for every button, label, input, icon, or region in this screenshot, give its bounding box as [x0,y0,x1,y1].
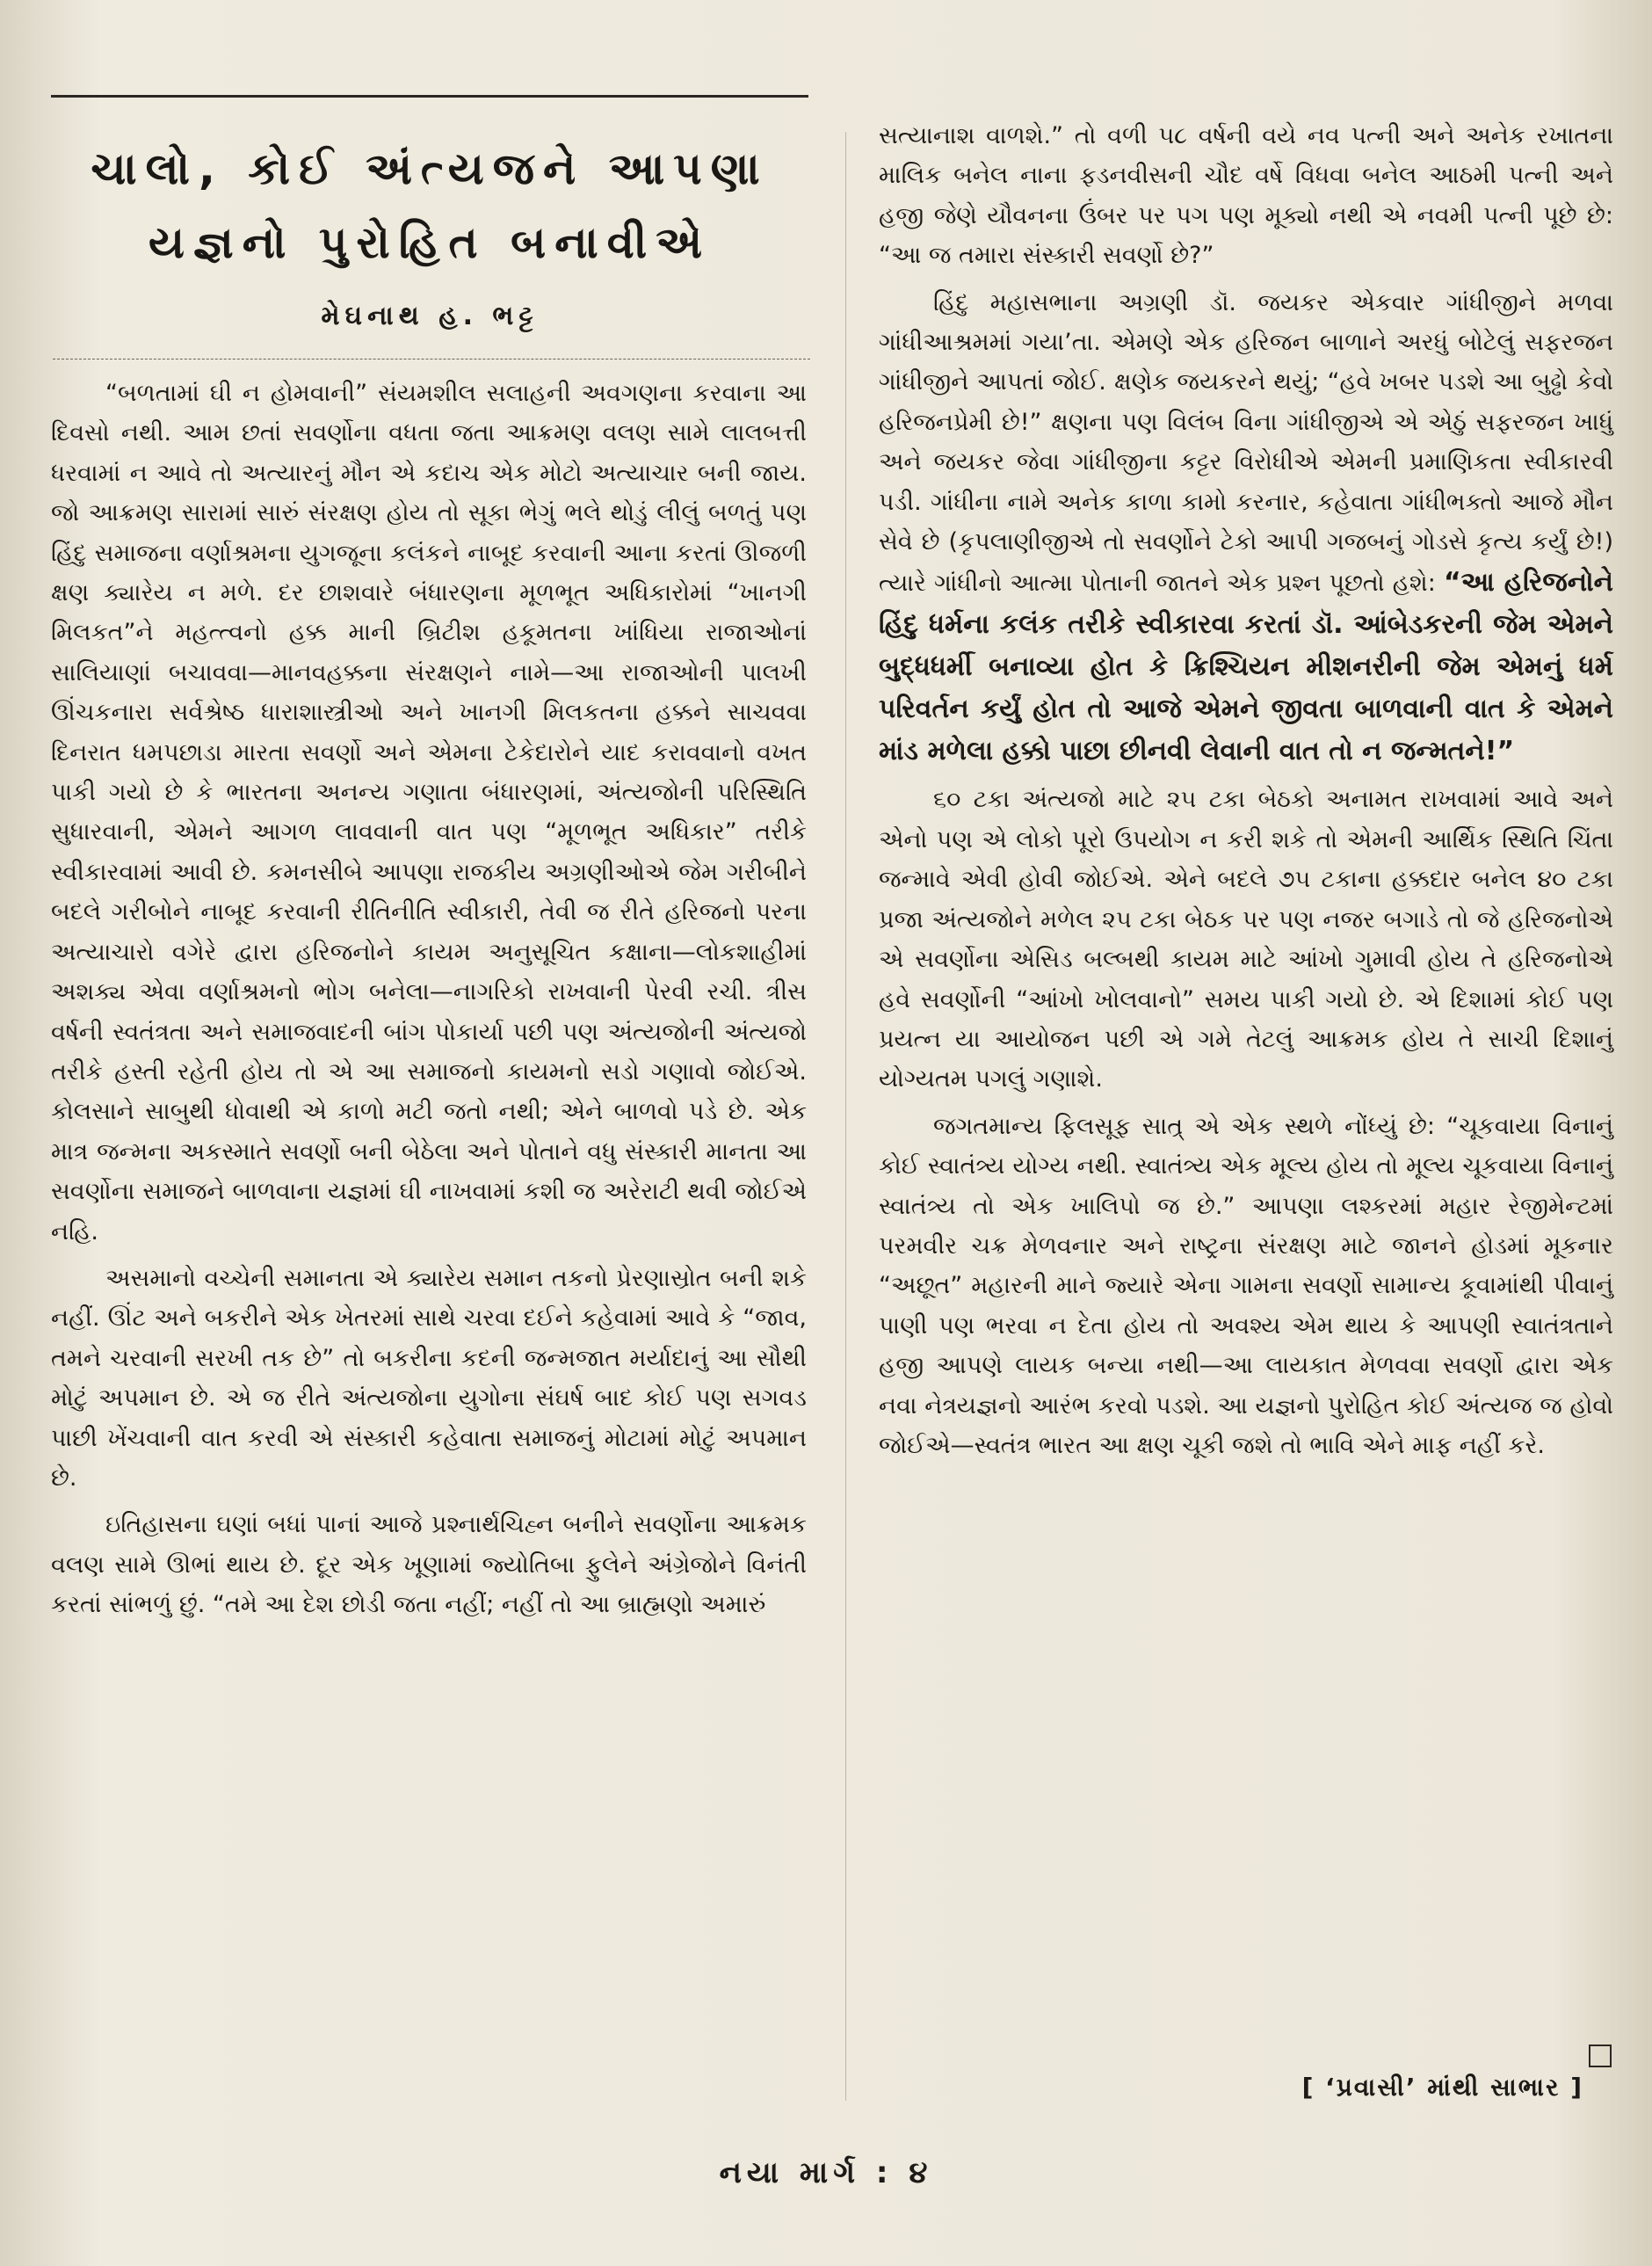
right-paragraph-1: સત્યાનાશ વાળશે.” તો વળી ૫૮ વર્ષની વયે નવ પત્ની અને અનેક રખાતના માલિક બનેલ નાના ફડનવીસની ચૌદ વર્ષે વિધવા બનેલ આઠમી પત્ની અને હજી જેણે યૌવનના ઉંબર પર પગ પણ મૂક્યો નથી એ નવમી પત્ની પૂછે છે: “આ જ તમારા સંસ્કારી સવર્ણો છે?” [879,122,1613,270]
author-byline: મેઘનાથ હ. ભટ્ટ [321,301,539,331]
byline-rule [53,359,810,360]
emphasized-quote: “આ હરિજનોને હિંદુ ધર્મના કલંક તરીકે સ્વીકારવા કરતાં ડૉ. આંબેડકરની જેમ એમને બુદ્ધધર્મી બનાવ્યા હોત કે ક્રિશ્ચિયન મીશનરીની જેમ એમનું ધર્મ પરિવર્તન કર્યું હોત તો આજે એમને જીવતા બાળવાની વાત કે એમને માંડ મળેલા હક્કો પાછા છીનવી લેવાની વાત તો ન જન્મતને!” [879,567,1613,767]
right-paragraph-4: જગતમાન્ય ફિલસૂફ સાત્ર્ એ એક સ્થળે નોંધ્યું છે: “ચૂકવાયા વિનાનું કોઈ સ્વાતંત્ર્ય યોગ્ય નથી. સ્વાતંત્ર્ય એક મૂલ્ય હોય તો મૂલ્ય ચૂકવાયા વિનાનું સ્વાતંત્ર્ય તો એક ખાલિપો જ છે.” આપણા લશ્કરમાં મહાર રેજીમેન્ટમાં પરમવીર ચક્ર મેળવનાર અને રાષ્ટ્રના સંરક્ષણ માટે જાનને હોડમાં મૂકનાર “અછૂત” મહારની માને જ્યારે એના ગામના સવર્ણો સામાન્ય કૂવામાંથી પીવાનું પાણી પણ ભરવા ન દેતા હોય તો અવશ્ય એમ થાય કે આપણી સ્વાતંત્રતાને હજી આપણે લાયક બન્યા નથી—આ લાયકાત મેળવવા સવર્ણો દ્વારા એક નવા નેત્રયજ્ઞનો આરંભ કરવો પડશે. આ યજ્ઞનો પુરોહિત કોઈ અંત્યજ જ હોવો જોઈએ—સ્વતંત્ર ભારત આ ક્ષણ ચૂકી જશે તો ભાવિ એને માફ નહીં કરે. [879,1112,1613,1459]
right-paragraph-3: ૬૦ ટકા અંત્યજો માટે ૨૫ ટકા બેઠકો અનામત રાખવામાં આવે અને એનો પણ એ લોકો પૂરો ઉપયોગ ન કરી શકે તો એમની આર્થિક સ્થિતિ ચિંતા જન્માવે એવી હોવી જોઈએ. એને બદલે ૭૫ ટકાના હક્કદાર બનેલ ૪૦ ટકા પ્રજા અંત્યજોને મળેલ ૨૫ ટકા બેઠક પર પણ નજર બગાડે તો જે હરિજનોએ એ સવર્ણોના એસિડ બલ્બથી કાયમ માટે આંખો ગુમાવી હોય તે હરિજનોએ હવે સવર્ણોની “આંખો ખોલવાનો” સમય પાકી ગયો છે. એ દિશામાં કોઈ પણ પ્રયત્ન યા આયોજન પછી એ ગમે તેટલું આક્રમક હોય તે સાચી દિશાનું યોગ્યતમ પગલું ગણાશે. [879,786,1613,1093]
left-column [51,374,807,1632]
left-paragraph-2: અસમાનો વચ્ચેની સમાનતા એ ક્યારેય સમાન તકનો પ્રેરણાસ્રોત બની શકે નહીં. ઊંટ અને બકરીને એક ખેતરમાં સાથે ચરવા દઈને કહેવામાં આવે કે “જાવ, તમને ચરવાની સરખી તક છે” તો બકરીના કદની જન્મજાત મર્યાદાનું આ સૌથી મોટું અપમાન છે. એ જ રીતે અંત્યજોના યુગોના સંઘર્ષ બાદ કોઈ પણ સગવડ પાછી ખેંચવાની વાત કરવી એ સંસ્કારી કહેવાતા સમાજનું મોટામાં મોટું અપમાન છે. [51,1264,807,1492]
article-title [51,132,808,280]
right-paragraph-2 [879,283,1613,773]
right-column [879,116,1613,1472]
left-paragraph-3: ઇતિહાસના ઘણાં બધાં પાનાં આજે પ્રશ્નાર્થચિહ્ન બનીને સવર્ણોના આક્રમક વલણ સામે ઊભાં થાય છે. દૂર એક ખૂણામાં જ્યોતિબા ફુલેને અંગ્રેજોને વિનંતી કરતાં સાંભળું છું. “તમે આ દેશ છોડી જતા નહીં; નહીં તો આ બ્રાહ્મણો અમારું [51,1511,807,1619]
page-footer: નયા માર્ગ : ૪ [719,2155,933,2190]
title-line-1: ચાલો, કોઈ અંત્યજને આપણા [91,143,769,194]
column-divider [845,132,846,2101]
title-line-2: યજ્ઞનો પુરોહિત બનાવીએ [149,217,711,268]
source-credit: [ ‘પ્રવાસી’ માંથી સાભાર ] [1301,2073,1583,2102]
left-paragraph-1: “બળતામાં ઘી ન હોમવાની” સંયમશીલ સલાહની અવગણના કરવાના આ દિવસો નથી. આમ છતાં સવર્ણોના વધતા જતા આક્રમણ વલણ સામે લાલબત્તી ધરવામાં ન આવે તો અત્યારનું મૌન એ કદાચ એક મોટો અત્યાચાર બની જાય. જો આક્રમણ સારામાં સારું સંરક્ષણ હોય તો સૂકા ભેગું ભલે થોડું લીલું બળતું પણ હિંદુ સમાજના વર્ણાશ્રમના યુગજૂના કલંકને નાબૂદ કરવાની આના કરતાં ઊજળી ક્ષણ ક્યારેય ન મળે. દર છાશવારે બંધારણના મૂળભૂત અધિકારોમાં “ખાનગી મિલકત”ને મહત્ત્વનો હક્ક માની બ્રિટીશ હકૂમતના ખાંધિયા રાજાઓનાં સાલિયાણાં બચાવવા—માનવહક્કના સંરક્ષણને નામે—આ રાજાઓની પાલખી ઊંચકનારા સર્વશ્રેષ્ઠ ધારાશાસ્ત્રીઓ અને ખાનગી મિલકતના હક્કને સાચવવા દિનરાત ધમપછાડા મારતા સવર્ણો અને એમના ટેકેદારોને યાદ કરાવવાનો વખત પાકી ગયો છે કે ભારતના અનન્ય ગણાતા બંધારણમાં, અંત્યજોની પરિસ્થિતિ સુધારવાની, એમને આગળ લાવવાની વાત પણ “મૂળભૂત અધિકાર” તરીકે સ્વીકારવામાં આવી છે. કમનસીબે આપણા રાજકીય અગ્રણીઓએ જેમ ગરીબીને બદલે ગરીબોને નાબૂદ કરવાની રીતિનીતિ સ્વીકારી, તેવી જ રીતે હરિજનો પરના અત્યાચારો વગેરે દ્વારા હરિજનોને કાયમ અનુસૂચિત કક્ષાના—લોકશાહીમાં અશક્ય એવા વર્ણાશ્રમનો ભોગ બનેલા—નાગરિકો રાખવાની પેરવી રચી. ત્રીસ વર્ષની સ્વતંત્રતા અને સમાજવાદની બાંગ પોકાર્યા પછી પણ અંત્યજોની અંત્યજો તરીકે હસ્તી રહેતી હોય તો એ આ સમાજનો કાયમનો સડો ગણાવો જોઈએ. કોલસાને સાબુથી ધોવાથી એ કાળો મટી જતો નથી; એને બાળવો પડે છે. એક માત્ર જન્મના અકસ્માતે સવર્ણો બની બેઠેલા અને પોતાને વધુ સંસ્કારી માનતા આ સવર્ણોના સમાજને બાળવાના યજ્ઞમાં ઘી નાખવામાં કશી જ અરેરાટી થવી જોઈએ નહિ. [51,380,807,1246]
end-mark [1589,2044,1612,2067]
right-paragraph-2-text: હિંદુ મહાસભાના અગ્રણી ડૉ. જયકર એકવાર ગાંધીજીને મળવા ગાંધીઆશ્રમમાં ગયા’તા. એમણે એક હરિજન બાળાને અરધું બોટેલું સફરજન ગાંધીજીને આપતાં જોઈ. ક્ષણેક જયકરને થયું; “હવે ખબર પડશે આ બુઢ્ઢો કેવો હરિજનપ્રેમી છે!” ક્ષણના પણ વિલંબ વિના ગાંધીજીએ એ એઠું સફરજન ખાધું અને જયકર જેવા ગાંધીજીના કટ્ટર વિરોધીએ એમની પ્રમાણિકતા સ્વીકારવી પડી. ગાંધીના નામે અનેક કાળા કામો કરનાર, કહેવાતા ગાંધીભક્તો આજે મૌન સેવે છે (કૃપલાણીજીએ તો સવર્ણોને ટેકો આપી ગજબનું ગોડસે કૃત્ય કર્યું છે!) ત્યારે ગાંધીનો આત્મા પોતાની જાતને એક પ્રશ્ન પૂછતો હશે: [879,288,1613,598]
top-rule [51,95,808,98]
